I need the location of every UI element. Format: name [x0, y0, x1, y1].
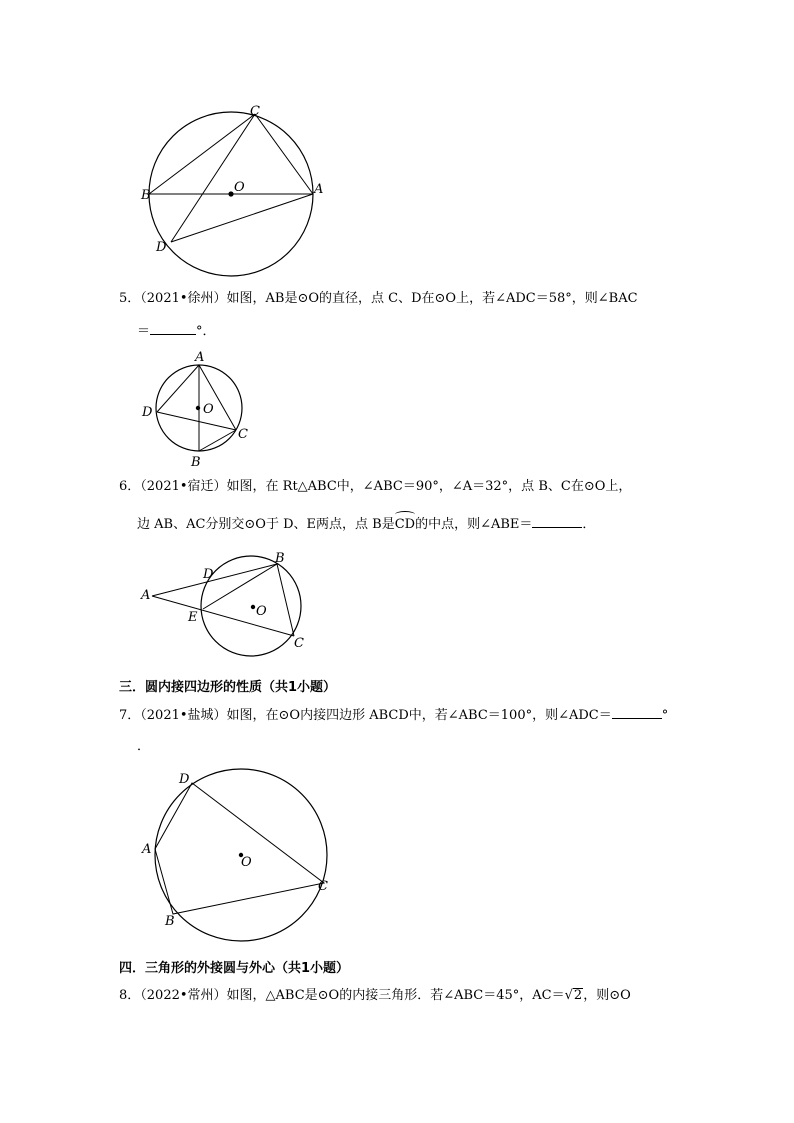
segment-ca	[255, 114, 313, 194]
question-5-line-2	[137, 322, 216, 341]
q7-suffix: °	[661, 708, 669, 723]
question-7-line-1	[119, 706, 668, 725]
quadrilateral-abcd	[155, 783, 324, 914]
segment-bc	[199, 430, 236, 451]
figure-q5-diagram	[130, 100, 340, 280]
label-b: B	[275, 551, 285, 566]
figure-q6-triangle-diagram	[135, 545, 315, 657]
q6-line2-middle: 的中点，则∠ABE＝	[415, 517, 533, 532]
label-o: O	[241, 855, 252, 870]
label-e: E	[188, 610, 198, 625]
segment-ab	[152, 564, 277, 596]
q8-sqrt-sign: √	[564, 988, 573, 1003]
label-o: O	[256, 604, 267, 619]
q8-suffix: ，则⊙O	[583, 988, 631, 1003]
label-d: D	[179, 772, 190, 787]
q7-answer-blank[interactable]	[612, 706, 662, 719]
segment-dc	[157, 412, 236, 430]
question-6-line-1: 6．（2021•宿迁）如图，在 Rt△ABC中，∠ABC＝90°，∠A＝32°，点 B、C在⊙O上，	[119, 479, 632, 494]
question-6-line-2	[137, 515, 595, 534]
q5-suffix: °．	[196, 324, 216, 339]
q5-answer-blank[interactable]	[150, 322, 196, 335]
label-b: B	[165, 914, 175, 929]
label-o: O	[234, 180, 245, 195]
label-a: A	[195, 350, 205, 365]
label-c: C	[250, 104, 260, 119]
segment-ac	[199, 365, 236, 430]
figure-q7-diagram	[135, 765, 335, 945]
label-c: C	[318, 879, 328, 894]
q6-suffix: ．	[582, 517, 596, 532]
section-4-heading: 四．三角形的外接圆与外心（共1小题）	[119, 961, 350, 976]
q7-prefix: 7．（2021•盐城）如图，在⊙O内接四边形 ABCD中，若∠ABC＝100°，则∠ADC＝	[119, 708, 612, 723]
segment-bc	[277, 564, 294, 636]
center-point-o	[228, 191, 233, 196]
q8-prefix: 8．（2022•常州）如图，△ABC是⊙O的内接三角形．若∠ABC＝45°，AC＝	[119, 988, 565, 1003]
section-3-heading: 三．圆内接四边形的性质（共1小题）	[119, 680, 337, 695]
question-7-line-2: ．	[137, 739, 151, 754]
q6-answer-blank[interactable]	[532, 515, 582, 528]
label-b: B	[141, 188, 151, 203]
label-c: C	[294, 636, 304, 651]
q5-equals: ＝	[137, 324, 151, 339]
segment-da	[157, 365, 199, 412]
center-point-o	[251, 605, 255, 609]
question-8-line-1	[119, 987, 631, 1005]
label-a: A	[141, 588, 151, 603]
q8-sqrt-radicand: 2	[573, 988, 583, 1003]
segment-be	[203, 564, 277, 609]
label-a: A	[142, 842, 152, 857]
q6-line2-prefix: 边 AB、AC分别交⊙O于 D、E两点，点 B是	[137, 517, 395, 532]
label-d: D	[156, 240, 167, 255]
label-d: D	[142, 405, 153, 420]
label-o: O	[203, 402, 214, 417]
q6-arc-cd: CD	[394, 517, 416, 532]
label-d: D	[203, 567, 214, 582]
question-5-line-1: 5．（2021•徐州）如图，AB是⊙O的直径，点 C、D在⊙O上，若∠ADC＝58°，则∠BAC	[119, 291, 638, 306]
segment-cd	[171, 114, 255, 242]
figure-q6-diagram	[135, 345, 255, 470]
center-point-o	[196, 406, 200, 410]
segment-da	[171, 194, 313, 242]
label-b: B	[191, 455, 201, 470]
segment-ac	[152, 596, 294, 636]
label-a: A	[314, 182, 324, 197]
label-c: C	[238, 427, 248, 442]
